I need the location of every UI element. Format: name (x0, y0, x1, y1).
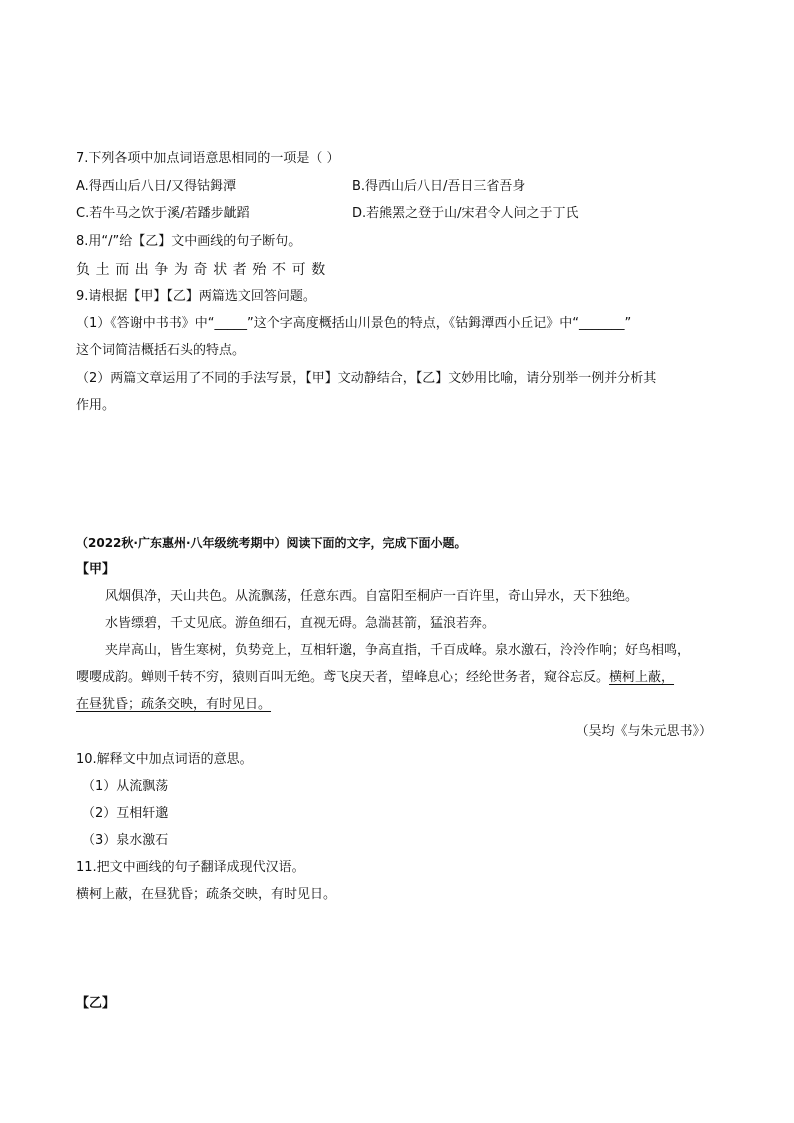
passage-para-3-line2-text: 嘤嘤成韵。蝉则千转不穷，猿则百叫无绝。鸢飞戾天者，望峰息心；经纶世务者，窥谷忘反。 (76, 670, 610, 685)
q7-option-d: D.若熊罴之登于山/宋君令人问之于丁氏 (352, 206, 579, 221)
passage-para-1: 风烟俱净，天山共色。从流飘荡，任意东西。自富阳至桐庐一百许里，奇山异水，天下独绝。 (105, 589, 639, 604)
q9-stem: 9.请根据【甲】【乙】两篇选文回答问题。 (76, 289, 316, 304)
q7-option-b: B.得西山后八日/吾日三省吾身 (352, 179, 526, 194)
q7-stem: 7.下列各项中加点词语意思相同的一项是（ ） (76, 151, 340, 166)
q9-part1-line2: 这个词简洁概括石头的特点。 (76, 343, 246, 358)
q8-stem: 8.用“/”给【乙】文中画线的句子断句。 (76, 234, 302, 249)
label-jia: 【甲】 (76, 562, 116, 577)
passage-para-2: 水皆缥碧，千丈见底。游鱼细石，直视无碍。急湍甚箭，猛浪若奔。 (105, 616, 496, 631)
passage-para-3-line2 (76, 669, 674, 687)
q9-part2-line2: 作用。 (76, 398, 116, 413)
q8-sentence: 负土而出争为奇状者殆不可数 (76, 262, 331, 278)
passage-attribution: （吴均《与朱元思书》） (575, 724, 712, 739)
underlined-sentence-end: 在昼犹昏；疏条交映，有时见日。 (76, 697, 272, 712)
q7-option-c: C.若牛马之饮于溪/若蹯步龇蹈 (76, 206, 250, 221)
q10-item-2: （2）互相轩邈 (82, 806, 169, 821)
q10-item-1: （1）从流飘荡 (82, 779, 169, 794)
label-yi: 【乙】 (76, 996, 116, 1011)
passage-source: （2022秋·广东惠州·八年级统考期中）阅读下面的文字，完成下面小题。 (76, 536, 467, 550)
q10-item-3: （3）泉水激石 (82, 833, 169, 848)
passage-para-3-line1: 夹岸高山，皆生寒树，负势竞上，互相轩邈，争高直指，千百成峰。泉水激石，泠泠作响；好鸟相鸣， (105, 643, 691, 658)
q9-part2-line1: （2）两篇文章运用了不同的手法写景，【甲】文动静结合，【乙】文妙用比喻，请分别举一例并分析其 (76, 371, 657, 386)
underlined-sentence-start: 横柯上蔽， (609, 670, 675, 685)
q11-sentence: 横柯上蔽，在昼犹昏；疏条交映，有时见日。 (76, 887, 337, 902)
q11-stem: 11.把文中画线的句子翻译成现代汉语。 (76, 860, 305, 875)
q7-option-a: A.得西山后八日/又得钴鉧潭 (76, 179, 237, 194)
q9-part1-line1: （1）《答谢中书书》中“_____”这个字高度概括山川景色的特点，《钴鉧潭西小丘记》中“_______” (76, 316, 632, 331)
q10-stem: 10.解释文中加点词语的意思。 (76, 752, 253, 767)
